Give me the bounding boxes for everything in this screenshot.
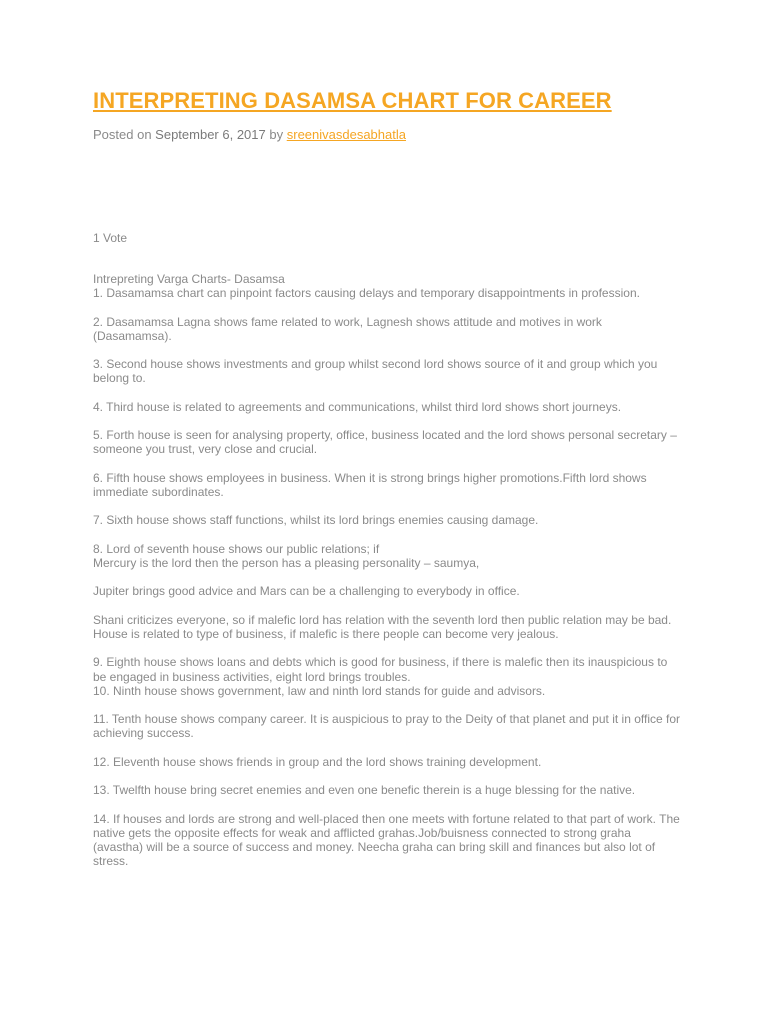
by-label: by <box>269 127 284 142</box>
article-subtitle: Intrepreting Varga Charts- Dasamsa <box>93 272 285 286</box>
paragraph-4: 4. Third house is related to agreements and communications, whilst third lord shows short journeys. <box>93 399 622 414</box>
paragraph-8-jupiter: Jupiter brings good advice and Mars can be a challenging to everybody in office. <box>93 584 520 599</box>
paragraph-8-shani: Shani criticizes everyone, so if malefic lord has relation with the seventh lord then public relation may be bad. House is related to type of business, if malefic is there people can become very jealous. <box>93 612 672 641</box>
paragraph-11: 11. Tenth house shows company career. It is auspicious to pray to the Deity of that planet and put it in office for achieving success. <box>93 712 681 741</box>
posted-on-label: Posted on <box>93 127 152 142</box>
vote-count: 1 Vote <box>93 231 128 245</box>
paragraph-1: 1. Dasamamsa chart can pinpoint factors causing delays and temporary disappointments in profession. <box>93 286 640 301</box>
post-meta <box>93 127 406 142</box>
paragraph-6: 6. Fifth house shows employees in business. When it is strong brings higher promotions.Fifth lord shows immediate subordinates. <box>93 470 647 499</box>
post-date[interactable]: September 6, 2017 <box>155 127 266 142</box>
paragraph-8-intro: 8. Lord of seventh house shows our public relations; if <box>93 541 380 556</box>
paragraph-12: 12. Eleventh house shows friends in group and the lord shows training development. <box>93 754 542 769</box>
paragraph-5: 5. Forth house is seen for analysing property, office, business located and the lord shows personal secretary – someone you trust, very close and crucial. <box>93 428 677 457</box>
paragraph-7: 7. Sixth house shows staff functions, whilst its lord brings enemies causing damage. <box>93 513 539 528</box>
paragraph-10: 10. Ninth house shows government, law and ninth lord stands for guide and advisors. <box>93 683 546 698</box>
paragraph-3: 3. Second house shows investments and group whilst second lord shows source of it and group which you belong to. <box>93 357 658 386</box>
paragraph-13: 13. Twelfth house bring secret enemies and even one benefic therein is a huge blessing for the native. <box>93 783 636 798</box>
article-title[interactable]: INTERPRETING DASAMSA CHART FOR CAREER <box>93 88 612 113</box>
paragraph-9: 9. Eighth house shows loans and debts which is good for business, if there is malefic then its inauspicious to be engaged in business activities, eight lord brings troubles. <box>93 655 668 684</box>
paragraph-14: 14. If houses and lords are strong and well-placed then one meets with fortune related to that part of work. The native gets the opposite effects for weak and afflicted grahas.Job/buisness connected to strong graha (avastha) will be a source of success and money. Neecha graha can bring skill and finances but also lot of stress. <box>93 811 680 869</box>
author-link[interactable]: sreenivasdesabhatla <box>286 127 406 142</box>
article-body <box>93 272 683 883</box>
paragraph-2: 2. Dasamamsa Lagna shows fame related to work, Lagnesh shows attitude and motives in work (Dasamamsa). <box>93 314 602 343</box>
paragraph-8-mercury: Mercury is the lord then the person has a pleasing personality – saumya, <box>93 555 480 570</box>
